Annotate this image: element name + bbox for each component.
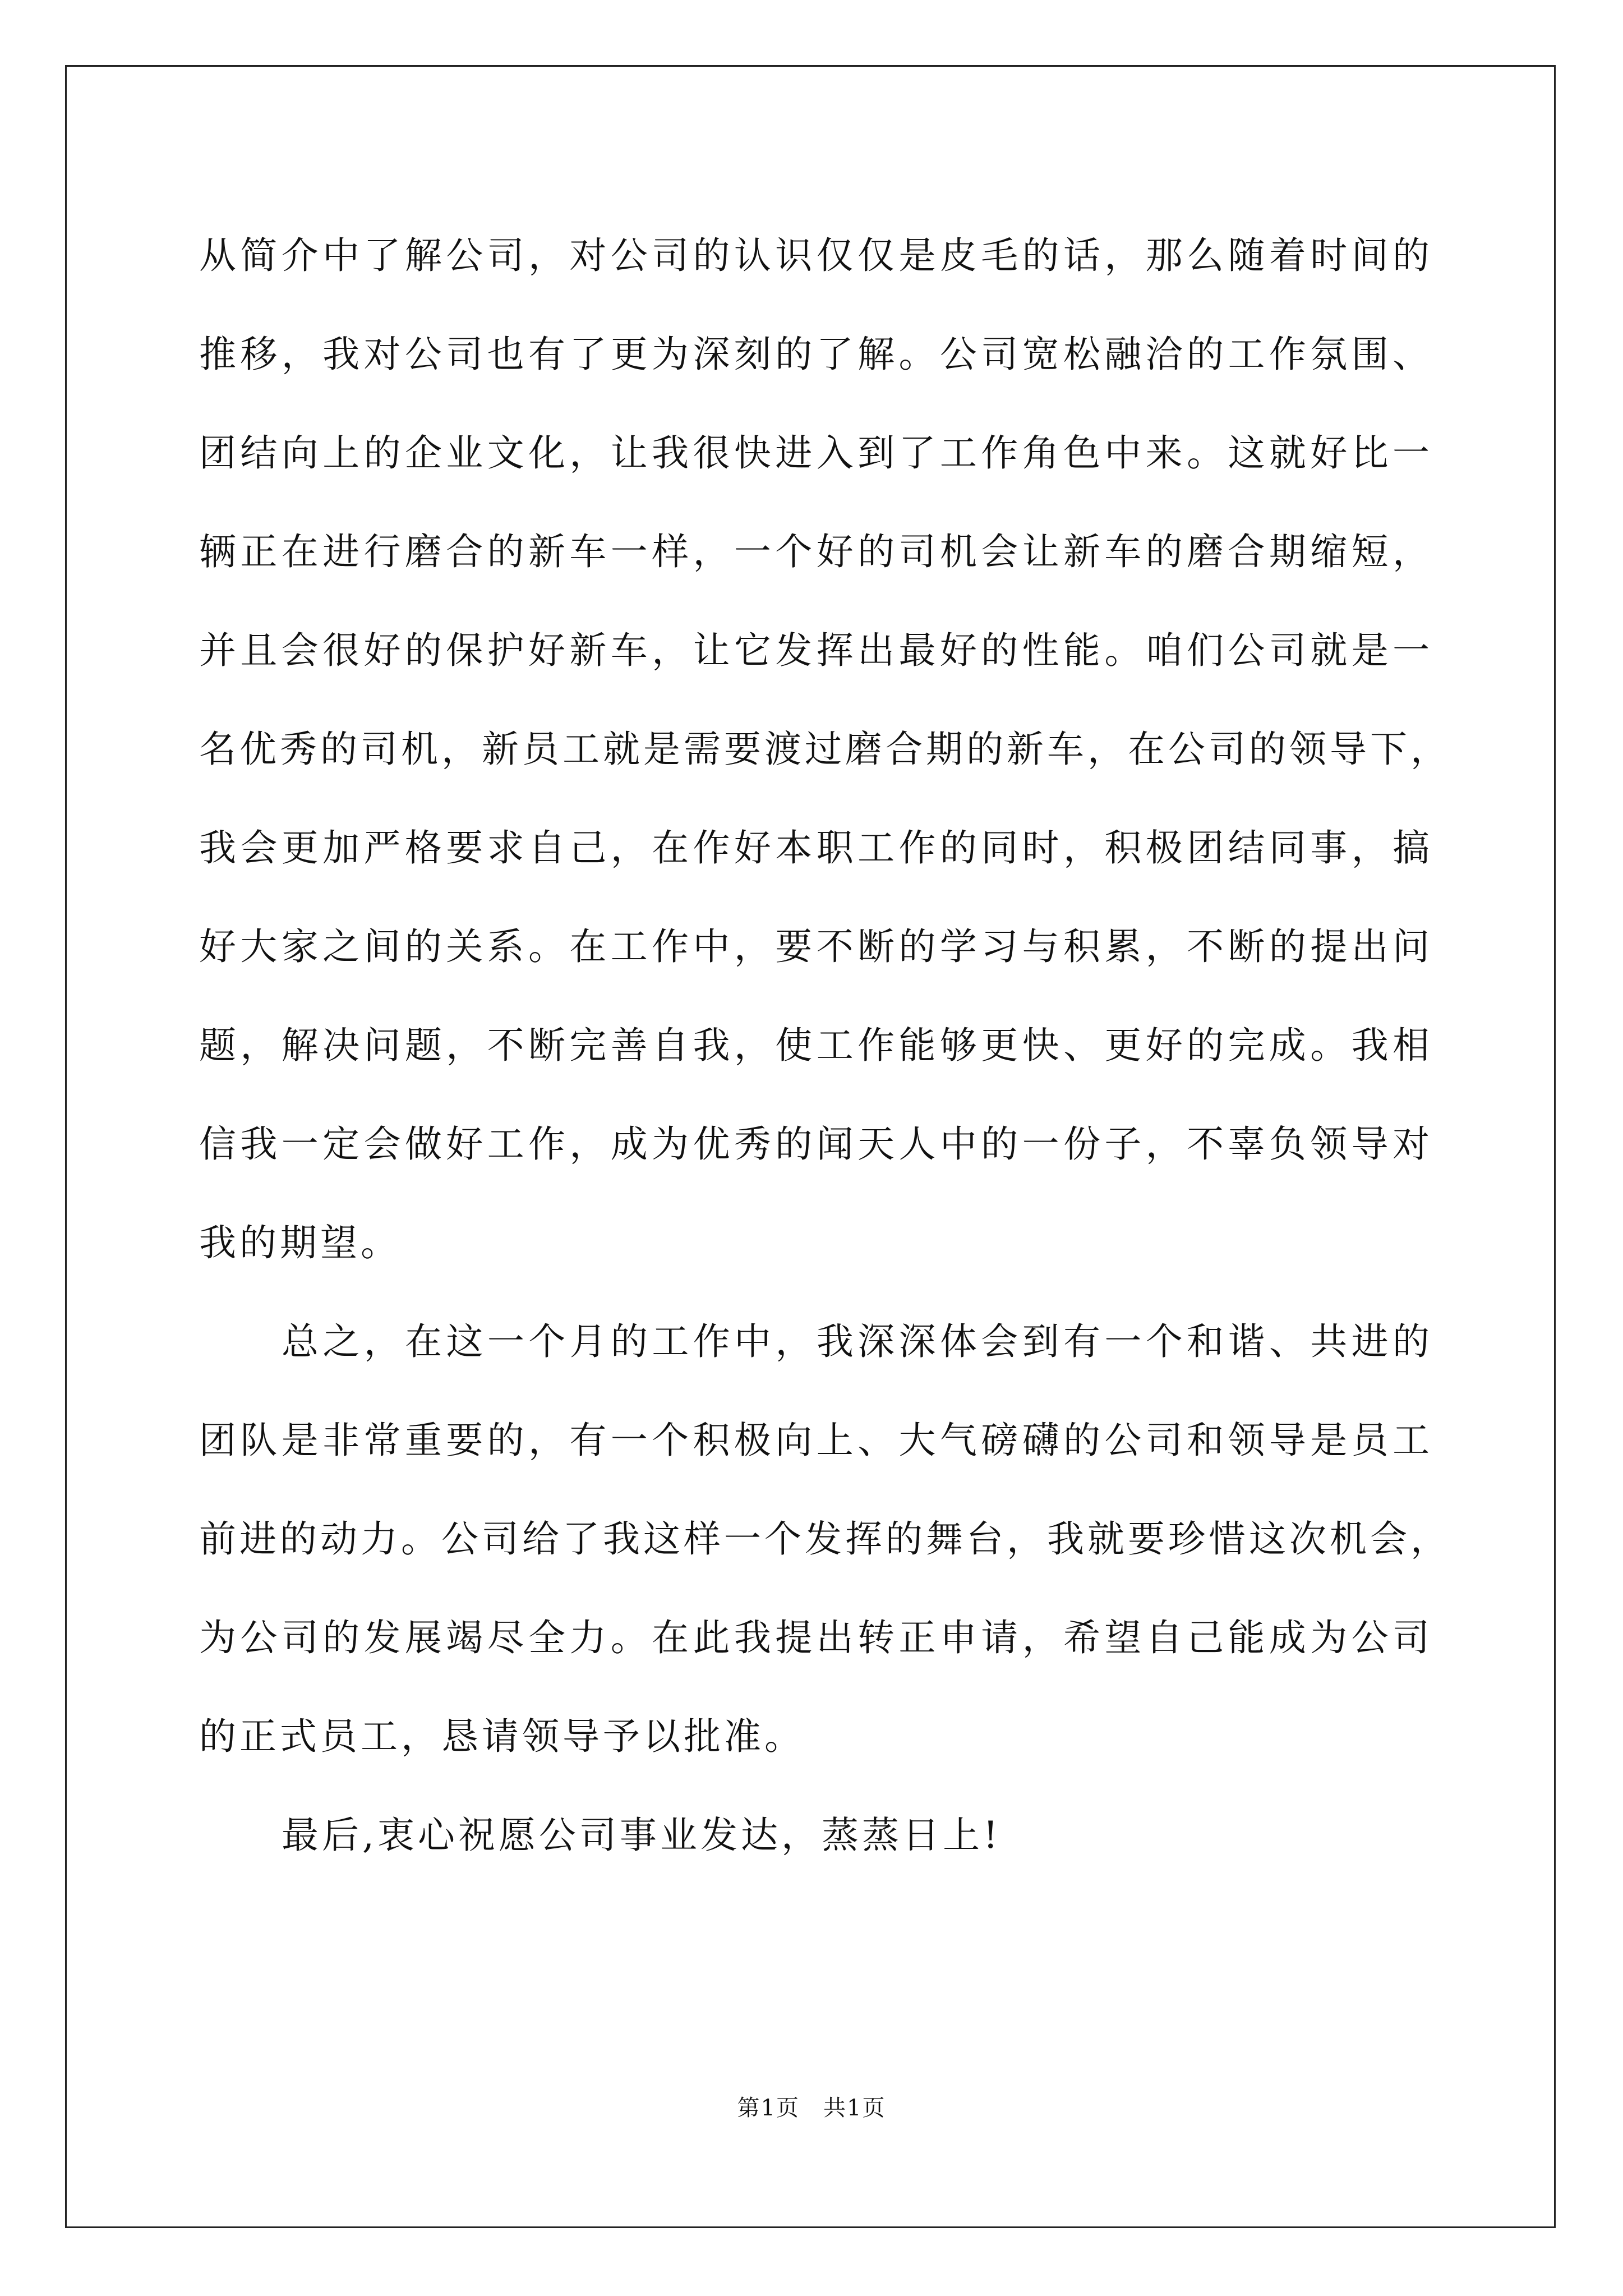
- text-line: 从简介中了解公司，对公司的认识仅仅是皮毛的话，那么随着时间的: [199, 234, 1433, 277]
- text-line: 前进的动力。公司给了我这样一个发挥的舞台，我就要珍惜这次机会，: [199, 1517, 1451, 1561]
- text-line: 名优秀的司机，新员工就是需要渡过磨合期的新车，在公司的领导下，: [199, 728, 1451, 771]
- text-line: 为公司的发展竭尽全力。在此我提出转正申请，希望自己能成为公司: [199, 1616, 1433, 1659]
- closing-line: 最后,衷心祝愿公司事业发达，蒸蒸日上!: [282, 1814, 1002, 1857]
- text-line: 并且会很好的保护好新车，让它发挥出最好的性能。咱们公司就是一: [199, 629, 1433, 672]
- text-line: 信我一定会做好工作，成为优秀的闻天人中的一份子，不辜负领导对: [199, 1122, 1433, 1166]
- text-line: 团结向上的企业文化，让我很快进入到了工作角色中来。这就好比一: [199, 431, 1433, 475]
- text-line: 我的期望。: [199, 1221, 401, 1264]
- text-line: 团队是非常重要的，有一个积极向上、大气磅礴的公司和领导是员工: [199, 1419, 1433, 1462]
- document-body: [199, 206, 1451, 1885]
- text-line: 我会更加严格要求自己，在作好本职工作的同时，积极团结同事，搞: [199, 826, 1433, 869]
- text-line: 题，解决问题，不断完善自我，使工作能够更快、更好的完成。我相: [199, 1024, 1433, 1067]
- page-number: 第1页 共1页: [737, 2095, 886, 2121]
- text-line: 推移，我对公司也有了更为深刻的了解。公司宽松融洽的工作氛围、: [199, 333, 1433, 376]
- paragraph-first-line: 总之，在这一个月的工作中，我深深体会到有一个和谐、共进的: [282, 1320, 1433, 1363]
- text-line: 好大家之间的关系。在工作中，要不断的学习与积累，不断的提出问: [199, 925, 1433, 968]
- text-line: 辆正在进行磨合的新车一样，一个好的司机会让新车的磨合期缩短，: [199, 530, 1433, 573]
- text-line: 的正式员工，恳请领导予以批准。: [199, 1715, 805, 1758]
